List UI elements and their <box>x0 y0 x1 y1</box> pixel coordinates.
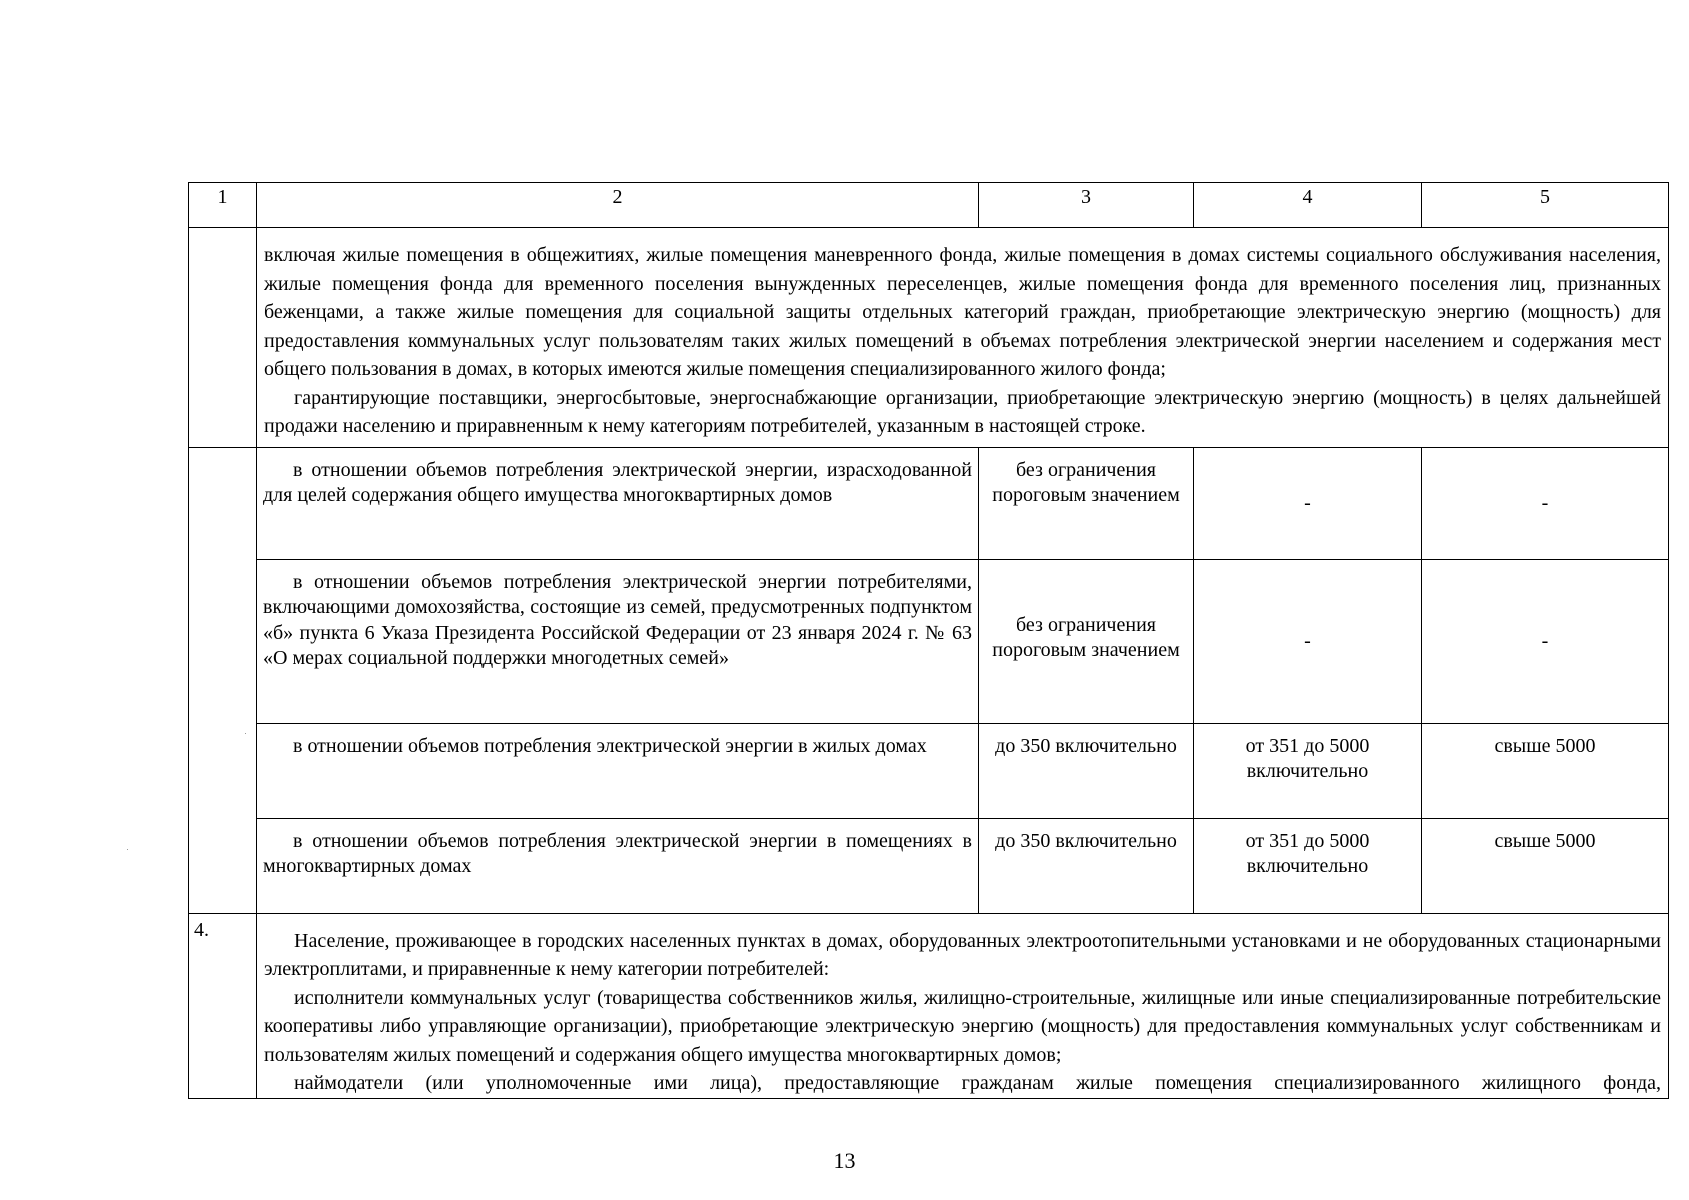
subrow-col5: - <box>1422 559 1669 723</box>
subrow-description-text: в отношении объемов потребления электрической энергии потребителями, включающими домохозяйства, состоящие из семей, предусмотренных подпунктом «б» пункта 6 Указа Президента Российской Федерации от 23 января 2024 г. № 63 «О мерах социальной поддержки многодетных семей» <box>263 570 972 669</box>
row-4-paragraph-1: Население, проживающее в городских населенных пунктах в домах, оборудованных электроотопительными установками и не оборудованных стационарными электроплитами, и приравненные к нему категории потребителей: <box>264 929 1661 980</box>
continuation-paragraph-2: гарантирующие поставщики, энергосбытовые, энергоснабжающие организации, приобретающие электрическую энергию (мощность) в целях дальнейшей продажи населению и приравненным к нему категориям потребителей, указанным в настоящей строке. <box>264 386 1661 437</box>
header-cell-2: 2 <box>257 183 979 228</box>
subrow-col5: - <box>1422 447 1669 559</box>
subrow-description <box>257 447 979 559</box>
row-4-number: 4. <box>189 913 257 1098</box>
subrow-col3: до 350 включительно <box>979 818 1194 913</box>
header-cell-3: 3 <box>979 183 1194 228</box>
subrow-description-text: в отношении объемов потребления электрической энергии в жилых домах <box>293 734 927 757</box>
subrow-col5: свыше 5000 <box>1422 818 1669 913</box>
page-number: 13 <box>833 1148 856 1173</box>
table-row <box>189 447 1669 559</box>
continuation-paragraph-1: включая жилые помещения в общежитиях, жилые помещения маневренного фонда, жилые помещения в домах системы социального обслуживания населения, жилые помещения фонда для временного поселения вынужденных переселенцев, жилые помещения фонда для временного поселения лиц, признанных беженцами, а также жилые помещения для социальной защиты отдельных категорий граждан, приобретающие электрическую энергию (мощность) для предоставления коммунальных услуг пользователям таких жилых помещений в объемах потребления электрической энергии населением и содержания мест общего пользования в домах, в которых имеются жилые помещения специализированного жилого фонда; <box>264 244 1661 380</box>
scan-speck <box>245 733 246 734</box>
row-4-text-cell <box>257 913 1669 1098</box>
continuation-number-cell <box>189 228 257 448</box>
header-cell-1: 1 <box>189 183 257 228</box>
subrow-description-text: в отношении объемов потребления электрической энергии, израсходованной для целей содержания общего имущества многоквартирных домов <box>263 458 972 506</box>
row-4 <box>189 913 1669 1098</box>
tariff-table <box>188 182 1669 1099</box>
scan-speck <box>127 849 128 850</box>
subrow-col3: без ограничения пороговым значением <box>979 447 1194 559</box>
row-4-paragraph-3: наймодатели (или уполномоченные ими лица), предоставляющие гражданам жилые помещения специализированного жилищного фонда, <box>294 1072 1661 1094</box>
subrow-col4: - <box>1194 559 1422 723</box>
header-cell-4: 4 <box>1194 183 1422 228</box>
subrow-col4: от 351 до 5000 включительно <box>1194 723 1422 818</box>
row-4-paragraph-2: исполнители коммунальных услуг (товарищества собственников жилья, жилищно-строительные, жилищные или иные специализированные потребительские кооперативы либо управляющие организации), приобретающие электрическую энергию (мощность) для предоставления коммунальных услуг собственникам и пользователям жилых помещений и содержания общего имущества многоквартирных домов; <box>264 986 1661 1066</box>
table-header-row <box>189 183 1669 228</box>
subrow-description <box>257 559 979 723</box>
subrow-description <box>257 723 979 818</box>
subrow-col4: - <box>1194 447 1422 559</box>
table-row <box>189 818 1669 913</box>
header-cell-5: 5 <box>1422 183 1669 228</box>
subrow-col5: свыше 5000 <box>1422 723 1669 818</box>
subrow-col4: от 351 до 5000 включительно <box>1194 818 1422 913</box>
continuation-row <box>189 228 1669 448</box>
subrow-description-text: в отношении объемов потребления электрической энергии в помещениях в многоквартирных домах <box>263 829 972 877</box>
subrows-number-cell <box>189 447 257 913</box>
subrow-col3: до 350 включительно <box>979 723 1194 818</box>
subrow-description <box>257 818 979 913</box>
subrow-col3: без ограничения пороговым значением <box>979 559 1194 723</box>
table-row <box>189 559 1669 723</box>
table-row <box>189 723 1669 818</box>
continuation-text-cell <box>257 228 1669 448</box>
